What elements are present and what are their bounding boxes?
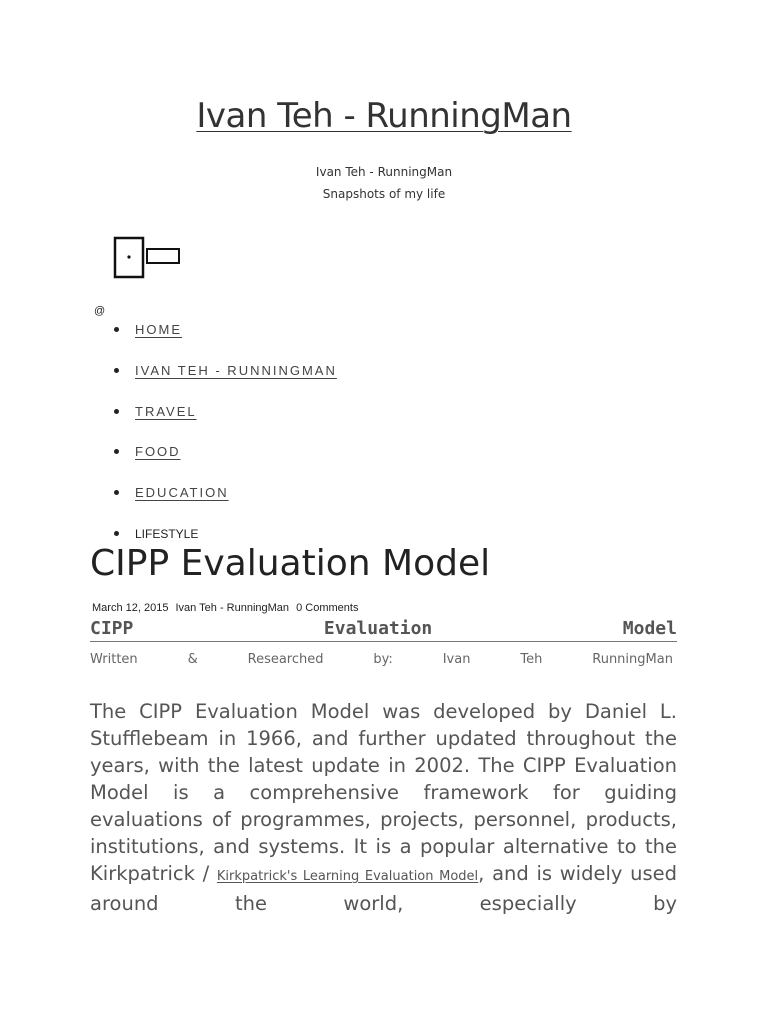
at-sign: @ [94,305,106,317]
bullet-icon [114,531,119,536]
post-date: March 12, 2015 [92,602,169,614]
bullet-icon [114,327,119,332]
byline-word: RunningMan [592,652,673,667]
byline-word: & [187,652,198,667]
nav-item-food [114,444,181,460]
nav-item-ivan-teh [114,363,337,379]
subheading-word: Evaluation [323,618,433,639]
post-title: CIPP Evaluation Model [90,543,491,584]
video-camera-icon [113,236,183,280]
subheading-word: CIPP [90,618,134,639]
post-subheading [90,617,677,642]
site-tagline: Snapshots of my life [322,187,446,201]
post-body [90,698,677,917]
bullet-icon [114,368,119,373]
byline-word: Teh [520,652,543,667]
byline-word: Ivan [442,652,471,667]
bullet-icon [114,409,119,414]
body-text-part1: The CIPP Evaluation Model was developed by Daniel L. Stufflebeam in 1966, and further updated throughout the years, with the latest update in 2002. The CIPP Evaluation Model is a comprehensive framework for guiding evaluations of programmes, projects, personnel, products, institutions, and systems. It is a popular alternative to the Kirkpatrick / [90,700,677,885]
nav-link-travel[interactable]: TRAVEL [135,404,197,419]
site-title-link[interactable]: Ivan Teh - RunningMan [196,96,572,136]
byline-word: by: [373,652,393,667]
post-author[interactable]: Ivan Teh - RunningMan [175,602,290,614]
post-byline [90,651,673,669]
byline-word: Written [90,652,138,667]
post-meta [92,601,362,615]
nav-item-home [114,322,182,338]
site-name: Ivan Teh - RunningMan [315,165,453,179]
bullet-icon [114,490,119,495]
body-text-part2: , and is widely used around the world, especially by [90,862,678,915]
nav-link-food[interactable]: FOOD [135,444,181,459]
kirkpatrick-model-link[interactable]: Kirkpatrick's Learning Evaluation Model [216,869,479,884]
post-comments[interactable]: 0 Comments [296,602,359,614]
site-title [0,94,768,138]
nav-item-education [114,485,229,501]
nav-item-travel [114,404,197,420]
nav-link-ivan-teh[interactable]: IVAN TEH - RUNNINGMAN [135,363,337,378]
nav-link-education[interactable]: EDUCATION [135,485,229,500]
byline-word: Researched [247,652,324,667]
nav-label-lifestyle: LIFESTYLE [135,527,199,541]
bullet-icon [114,449,119,454]
nav-link-home[interactable]: HOME [135,322,182,337]
subheading-word: Model [622,618,677,639]
